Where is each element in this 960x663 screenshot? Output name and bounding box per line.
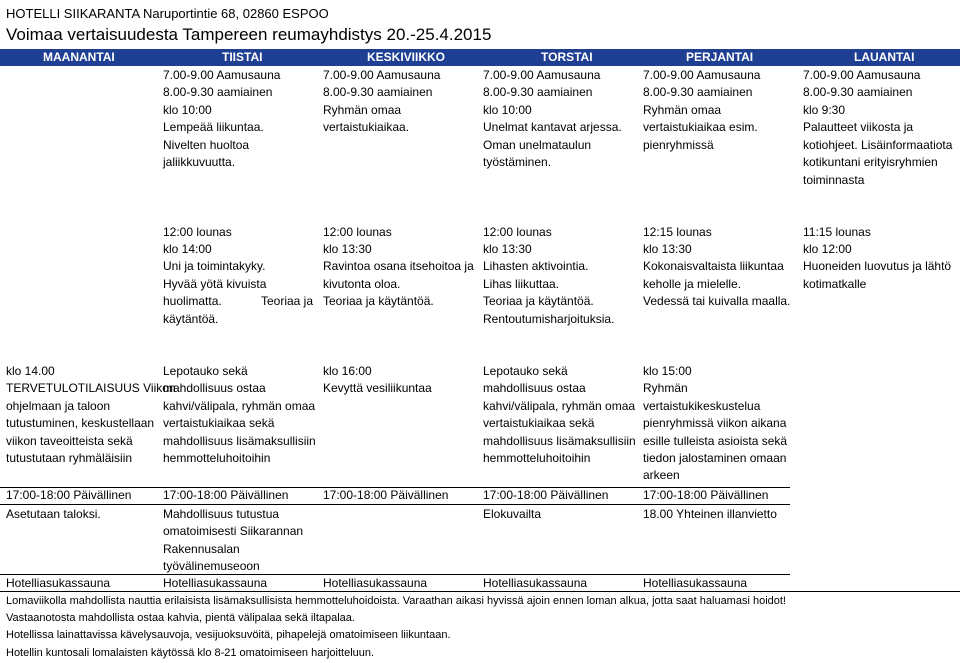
text-line: klo 14.00 (6, 364, 55, 378)
breakfast-fri: 8.00-9.30 aamiainen (643, 85, 753, 99)
midday-session-tue (163, 241, 313, 328)
notes (6, 593, 786, 662)
sauna-evening-wed: Hotelliasukassauna (323, 576, 428, 590)
text-line: Elokuvailta (483, 507, 542, 521)
text-line: omatoimisesti Siikarannan (163, 524, 304, 539)
text-line: Ryhmän omaa (643, 103, 722, 117)
afternoon-session-tue (163, 363, 316, 467)
dinner-thu: 17:00-18:00 Päivällinen (483, 488, 609, 502)
sauna-morning-sat: 7.00-9.00 Aamusauna (803, 68, 921, 82)
text-line: Lihasten aktivointia. (483, 259, 589, 274)
evening-tue (163, 506, 303, 576)
day-thursday: TORSTAI (541, 50, 593, 64)
lunch-wed: 12:00 lounas (323, 225, 392, 239)
text-line (163, 293, 313, 310)
text-line: mahdollisuus lisämaksullisiin (483, 433, 636, 448)
day-wednesday: KESKIVIIKKO (367, 50, 446, 64)
text-line: klo 10:00 (163, 103, 212, 117)
text-line: vertaistukiaikaa sekä (163, 416, 275, 431)
day-saturday: LAUANTAI (854, 50, 915, 64)
hotel-address: HOTELLI SIIKARANTA Naruportintie 68, 02860 ESPOO (6, 6, 329, 21)
text-line: Teoriaa ja käytäntöä. (323, 294, 434, 309)
text-line: esille tulleista asioista sekä (643, 433, 788, 448)
text-line: Hyvää yötä kivuista (163, 276, 267, 291)
morning-session-sat (803, 102, 952, 189)
dinner-fri: 17:00-18:00 Päivällinen (643, 488, 769, 502)
midday-session-sat (803, 241, 951, 293)
text-line: Huoneiden luovutus ja lähtö (803, 259, 952, 274)
text-line: kahvi/välipala, ryhmän omaa (163, 398, 316, 413)
text-line: jaliikkuvuutta. (163, 155, 236, 170)
text-line: Rakennusalan (163, 541, 240, 556)
dinner-mon: 17:00-18:00 Päivällinen (6, 488, 132, 502)
sauna-morning-fri: 7.00-9.00 Aamusauna (643, 68, 761, 82)
sauna-evening-fri: Hotelliasukassauna (643, 576, 748, 590)
page-title: Voimaa vertaisuudesta Tampereen reumayhdistys 20.-25.4.2015 (6, 25, 492, 44)
text-line: Uni ja toimintakyky. (163, 259, 266, 274)
sauna-evening-mon: Hotelliasukassauna (6, 576, 111, 590)
divider (0, 591, 960, 592)
dinner-tue: 17:00-18:00 Päivällinen (163, 488, 289, 502)
evening-mon (6, 506, 101, 523)
morning-session-fri (643, 102, 758, 154)
text-line: Oman unelmataulun (483, 137, 592, 152)
text-line: Lempeää liikuntaa. (163, 120, 264, 135)
text-line: klo 13:30 (643, 242, 692, 256)
midday-session-wed (323, 241, 474, 311)
weekday-header-row (0, 49, 960, 66)
text-line: kivutonta oloa. (323, 276, 401, 291)
midday-session-thu (483, 241, 614, 328)
text-line: klo 14:00 (163, 242, 212, 256)
text-fragment: huolimatta. (163, 294, 222, 309)
lunch-thu: 12:00 lounas (483, 225, 552, 239)
text-line: Vedessä tai kuivalla maalla. (643, 294, 791, 309)
text-line: keholle ja mielelle. (643, 276, 742, 291)
text-line: viikon taveoitteista sekä (6, 433, 133, 448)
evening-fri (643, 506, 777, 523)
text-line: TERVETULOTILAISUUS Viikon (6, 381, 176, 396)
text-line: työvälinemuseoon (163, 559, 260, 574)
text-line: Lepotauko sekä (483, 364, 568, 378)
text-line: kotimatkalle (803, 276, 867, 291)
lunch-sat: 11:15 lounas (803, 225, 871, 239)
dinner-wed: 17:00-18:00 Päivällinen (323, 488, 449, 502)
breakfast-sat: 8.00-9.30 aamiainen (803, 85, 913, 99)
morning-session-thu (483, 102, 622, 172)
afternoon-session-fri (643, 363, 787, 485)
morning-session-tue (163, 102, 264, 172)
text-line: kotiohjeet. Lisäinformaatiota (803, 137, 953, 152)
text-line: Lihas liikuttaa. (483, 276, 560, 291)
text-line: Ravintoa osana itsehoitoa ja (323, 259, 474, 274)
afternoon-session-wed (323, 363, 432, 398)
breakfast-thu: 8.00-9.30 aamiainen (483, 85, 593, 99)
note-line: Vastaanotosta mahdollista ostaa kahvia, pientä välipalaa sekä iltapalaa. (6, 612, 355, 625)
day-monday: MAANANTAI (43, 50, 115, 64)
sauna-evening-thu: Hotelliasukassauna (483, 576, 588, 590)
text-line: pienryhmissä (643, 137, 714, 152)
lunch-tue: 12:00 lounas (163, 225, 232, 239)
text-line: Ryhmän (643, 381, 688, 396)
breakfast-wed: 8.00-9.30 aamiainen (323, 85, 433, 99)
sauna-morning-wed: 7.00-9.00 Aamusauna (323, 68, 441, 82)
note-line: Lomaviikolla mahdollista nauttia erilaisista lisämaksullisista hemmotteluhoidoista. Varaathan aikasi hyvissä ajoin ennen loman alkua, jotta saat haluamasi hoidot! (6, 595, 786, 607)
day-friday: PERJANTAI (686, 50, 754, 64)
text-line: Asetutaan taloksi. (6, 507, 101, 521)
text-line: Mahdollisuus tutustua (163, 507, 280, 521)
note-line: Hotellin kuntosali lomalaisten käytössä klo 8-21 omatoimiseen harjoitteluun. (6, 646, 375, 659)
sauna-evening-tue: Hotelliasukassauna (163, 576, 268, 590)
text-line: klo 12:00 (803, 242, 852, 256)
text-line: pienryhmissä viikon aikana (643, 416, 787, 431)
text-line: Unelmat kantavat arjessa. (483, 120, 622, 135)
afternoon-session-thu (483, 363, 636, 467)
text-line: klo 9:30 (803, 103, 846, 117)
text-line: kahvi/välipala, ryhmän omaa (483, 398, 636, 413)
text-line: klo 15:00 (643, 364, 692, 378)
text-line: vertaistukiaikaa sekä (483, 416, 595, 431)
text-line: vertaistukikeskustelua (643, 398, 761, 413)
text-line: käytäntöä. (163, 311, 219, 326)
text-line: klo 13:30 (323, 242, 372, 256)
afternoon-session-mon (6, 363, 176, 467)
text-line: tutustutaan ryhmäläisiin (6, 451, 133, 466)
midday-session-fri (643, 241, 790, 311)
text-line: Ryhmän omaa (323, 103, 402, 117)
text-line: vertaistukiaikaa esim. (643, 120, 758, 135)
text-line: klo 13:30 (483, 242, 532, 256)
divider (0, 504, 790, 505)
text-line: vertaistukiaikaa. (323, 120, 410, 135)
text-line: työstäminen. (483, 155, 552, 170)
text-line: ohjelmaan ja taloon (6, 398, 111, 413)
text-line: Nivelten huoltoa (163, 137, 250, 152)
text-line: Kokonaisvaltaista liikuntaa (643, 259, 784, 274)
text-line: tiedon jalostaminen omaan (643, 451, 787, 466)
text-line: Rentoutumisharjoituksia. (483, 311, 615, 326)
evening-thu (483, 506, 541, 523)
breakfast-tue: 8.00-9.30 aamiainen (163, 85, 273, 99)
morning-session-wed (323, 102, 409, 137)
lunch-fri: 12:15 lounas (643, 225, 712, 239)
day-tuesday: TIISTAI (222, 50, 263, 64)
text-line: Teoriaa ja käytäntöä. (483, 294, 594, 309)
text-line: klo 10:00 (483, 103, 532, 117)
text-fragment: Teoriaa ja (260, 294, 313, 309)
text-line: mahdollisuus lisämaksullisiin (163, 433, 316, 448)
text-line: arkeen (643, 468, 680, 483)
text-line: mahdollisuus ostaa (163, 381, 266, 396)
text-line: Palautteet viikosta ja (803, 120, 914, 135)
text-line: hemmotteluhoitoihin (483, 451, 591, 466)
text-line: klo 16:00 (323, 364, 372, 378)
text-line: hemmotteluhoitoihin (163, 451, 271, 466)
note-line: Hotellissa lainattavissa kävelysauvoja, vesijuoksuvöitä, pihapelejä omatoimiseen liikuntaan. (6, 629, 451, 642)
text-line: tutustuminen, keskustellaan (6, 416, 155, 431)
text-line: kotikuntani erityisryhmien (803, 155, 938, 170)
text-line: toiminnasta (803, 172, 865, 187)
sauna-morning-thu: 7.00-9.00 Aamusauna (483, 68, 601, 82)
sauna-morning-tue: 7.00-9.00 Aamusauna (163, 68, 281, 82)
text-line: Kevyttä vesiliikuntaa (323, 381, 432, 396)
text-line: mahdollisuus ostaa (483, 381, 586, 396)
text-line: 18.00 Yhteinen illanvietto (643, 507, 777, 521)
text-line: Lepotauko sekä (163, 364, 248, 378)
